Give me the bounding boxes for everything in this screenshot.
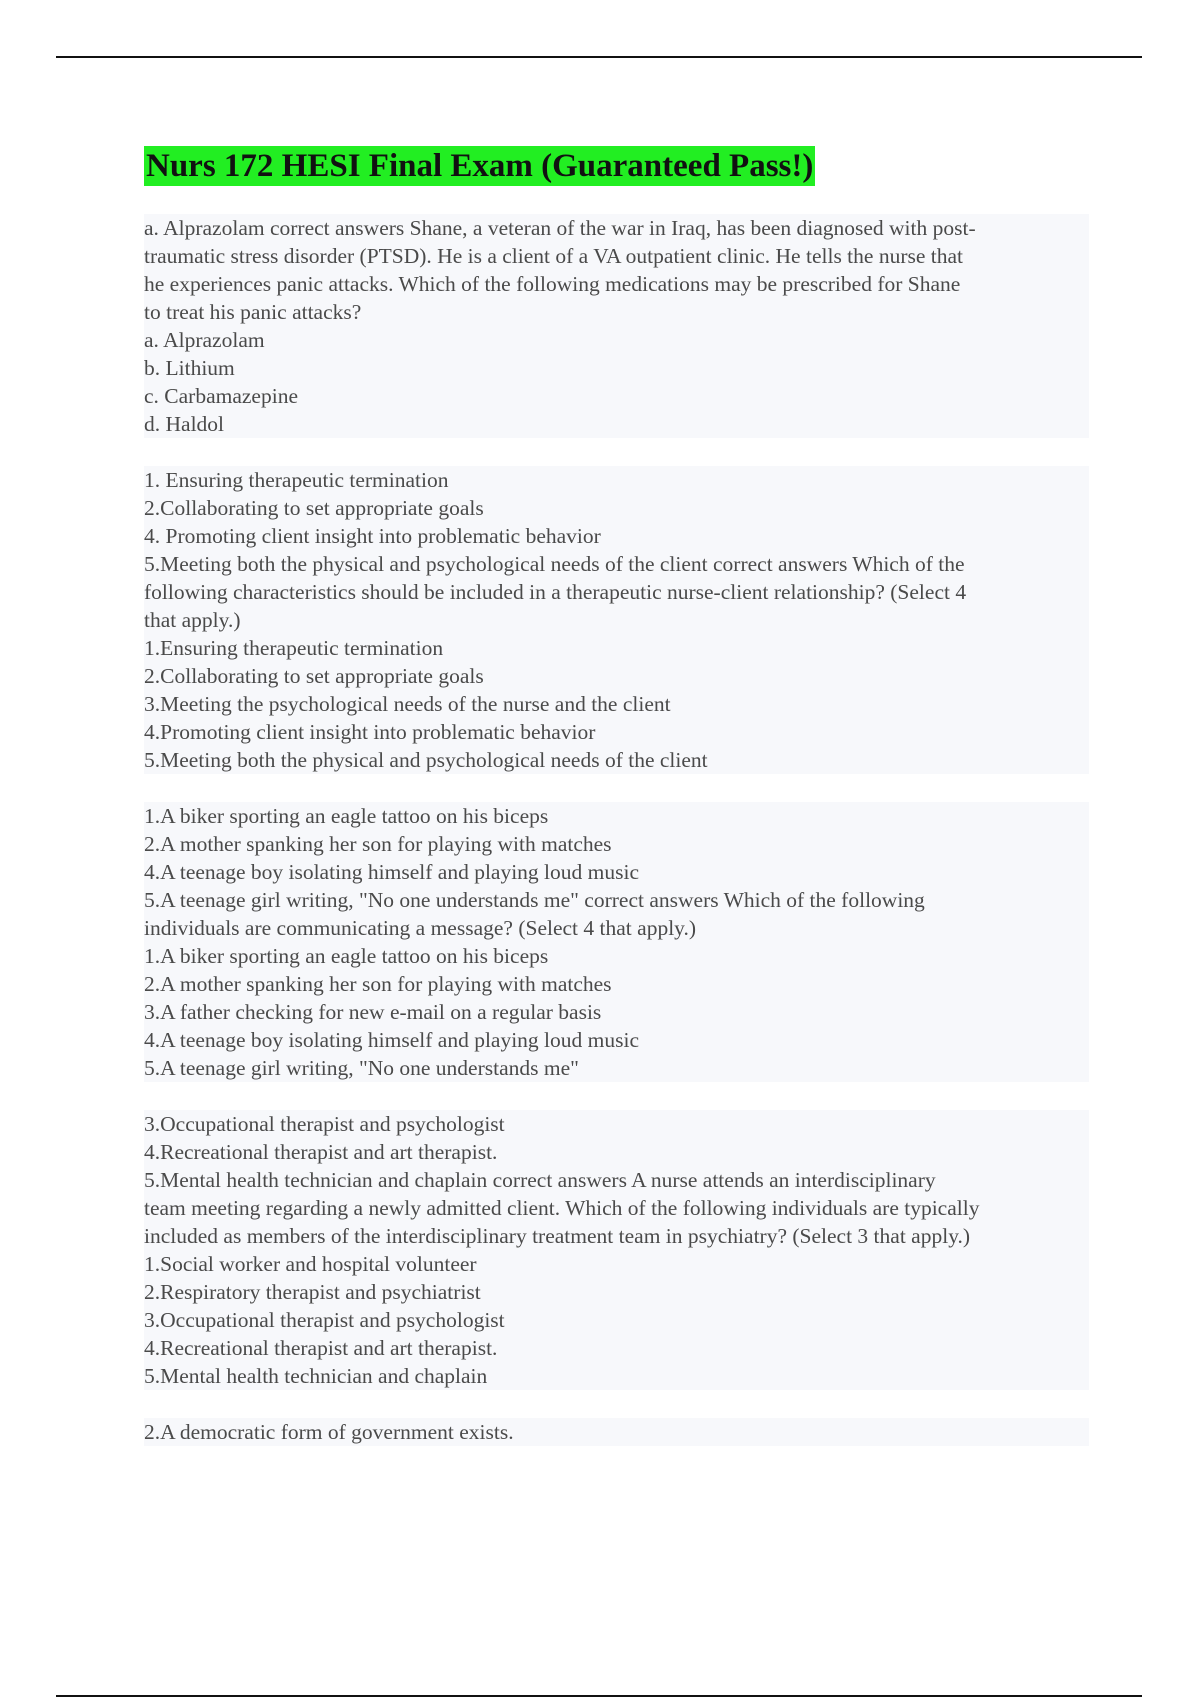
text-line: traumatic stress disorder (PTSD). He is a client of a VA outpatient clinic. He tells the nurse that	[144, 242, 1089, 270]
answer-option: 2.Collaborating to set appropriate goals	[144, 662, 1089, 690]
question-block-3	[144, 802, 1089, 1082]
answer-option: 4.A teenage boy isolating himself and playing loud music	[144, 1026, 1089, 1054]
answer-option: 4.Recreational therapist and art therapist.	[144, 1334, 1089, 1362]
question-block-2	[144, 466, 1089, 774]
answer-option: 5.Meeting both the physical and psychological needs of the client	[144, 746, 1089, 774]
answer-option: a. Alprazolam	[144, 326, 1089, 354]
answer-option: 5.Mental health technician and chaplain	[144, 1362, 1089, 1390]
text-line: he experiences panic attacks. Which of the following medications may be prescribed for Shane	[144, 270, 1089, 298]
text-line: 5.Meeting both the physical and psychological needs of the client correct answers Which of the	[144, 550, 1089, 578]
answer-option: 2.A mother spanking her son for playing with matches	[144, 970, 1089, 998]
answer-option: 1.Social worker and hospital volunteer	[144, 1250, 1089, 1278]
answer-option: 1.Ensuring therapeutic termination	[144, 634, 1089, 662]
text-line: 2.A mother spanking her son for playing with matches	[144, 830, 1089, 858]
document-header	[144, 146, 815, 186]
answer-option: 3.Occupational therapist and psychologist	[144, 1306, 1089, 1334]
answer-option: 5.A teenage girl writing, "No one understands me"	[144, 1054, 1089, 1082]
text-line: 5.Mental health technician and chaplain correct answers A nurse attends an interdisciplinary	[144, 1166, 1089, 1194]
answer-option: 1.A biker sporting an eagle tattoo on his biceps	[144, 942, 1089, 970]
text-line: 4.A teenage boy isolating himself and playing loud music	[144, 858, 1089, 886]
text-line: that apply.)	[144, 606, 1089, 634]
page-top-rule	[56, 56, 1142, 58]
answer-option: c. Carbamazepine	[144, 382, 1089, 410]
text-line: team meeting regarding a newly admitted client. Which of the following individuals are typically	[144, 1194, 1089, 1222]
answer-option: 4.Promoting client insight into problematic behavior	[144, 718, 1089, 746]
question-block-4	[144, 1110, 1089, 1390]
answer-option: d. Haldol	[144, 410, 1089, 438]
answer-option: 3.Meeting the psychological needs of the nurse and the client	[144, 690, 1089, 718]
text-line: 2.Collaborating to set appropriate goals	[144, 494, 1089, 522]
answer-option: b. Lithium	[144, 354, 1089, 382]
text-line: 4.Recreational therapist and art therapist.	[144, 1138, 1089, 1166]
answer-option: 3.A father checking for new e-mail on a regular basis	[144, 998, 1089, 1026]
text-line: 4. Promoting client insight into problematic behavior	[144, 522, 1089, 550]
text-line: 1.A biker sporting an eagle tattoo on his biceps	[144, 802, 1089, 830]
text-line: individuals are communicating a message? (Select 4 that apply.)	[144, 914, 1089, 942]
text-line: a. Alprazolam correct answers Shane, a veteran of the war in Iraq, has been diagnosed with post-	[144, 214, 1089, 242]
document-body	[144, 214, 1089, 1474]
text-line: 5.A teenage girl writing, "No one understands me" correct answers Which of the following	[144, 886, 1089, 914]
answer-option: 2.Respiratory therapist and psychiatrist	[144, 1278, 1089, 1306]
question-block-5	[144, 1418, 1089, 1446]
text-line: 2.A democratic form of government exists.	[144, 1418, 1089, 1446]
text-line: to treat his panic attacks?	[144, 298, 1089, 326]
question-block-1	[144, 214, 1089, 438]
document-title: Nurs 172 HESI Final Exam (Guaranteed Pass!)	[146, 148, 814, 184]
page-bottom-rule	[56, 1695, 1142, 1697]
text-line: included as members of the interdisciplinary treatment team in psychiatry? (Select 3 that apply.)	[144, 1222, 1089, 1250]
text-line: following characteristics should be included in a therapeutic nurse-client relationship? (Select 4	[144, 578, 1089, 606]
text-line: 1. Ensuring therapeutic termination	[144, 466, 1089, 494]
text-line: 3.Occupational therapist and psychologist	[144, 1110, 1089, 1138]
